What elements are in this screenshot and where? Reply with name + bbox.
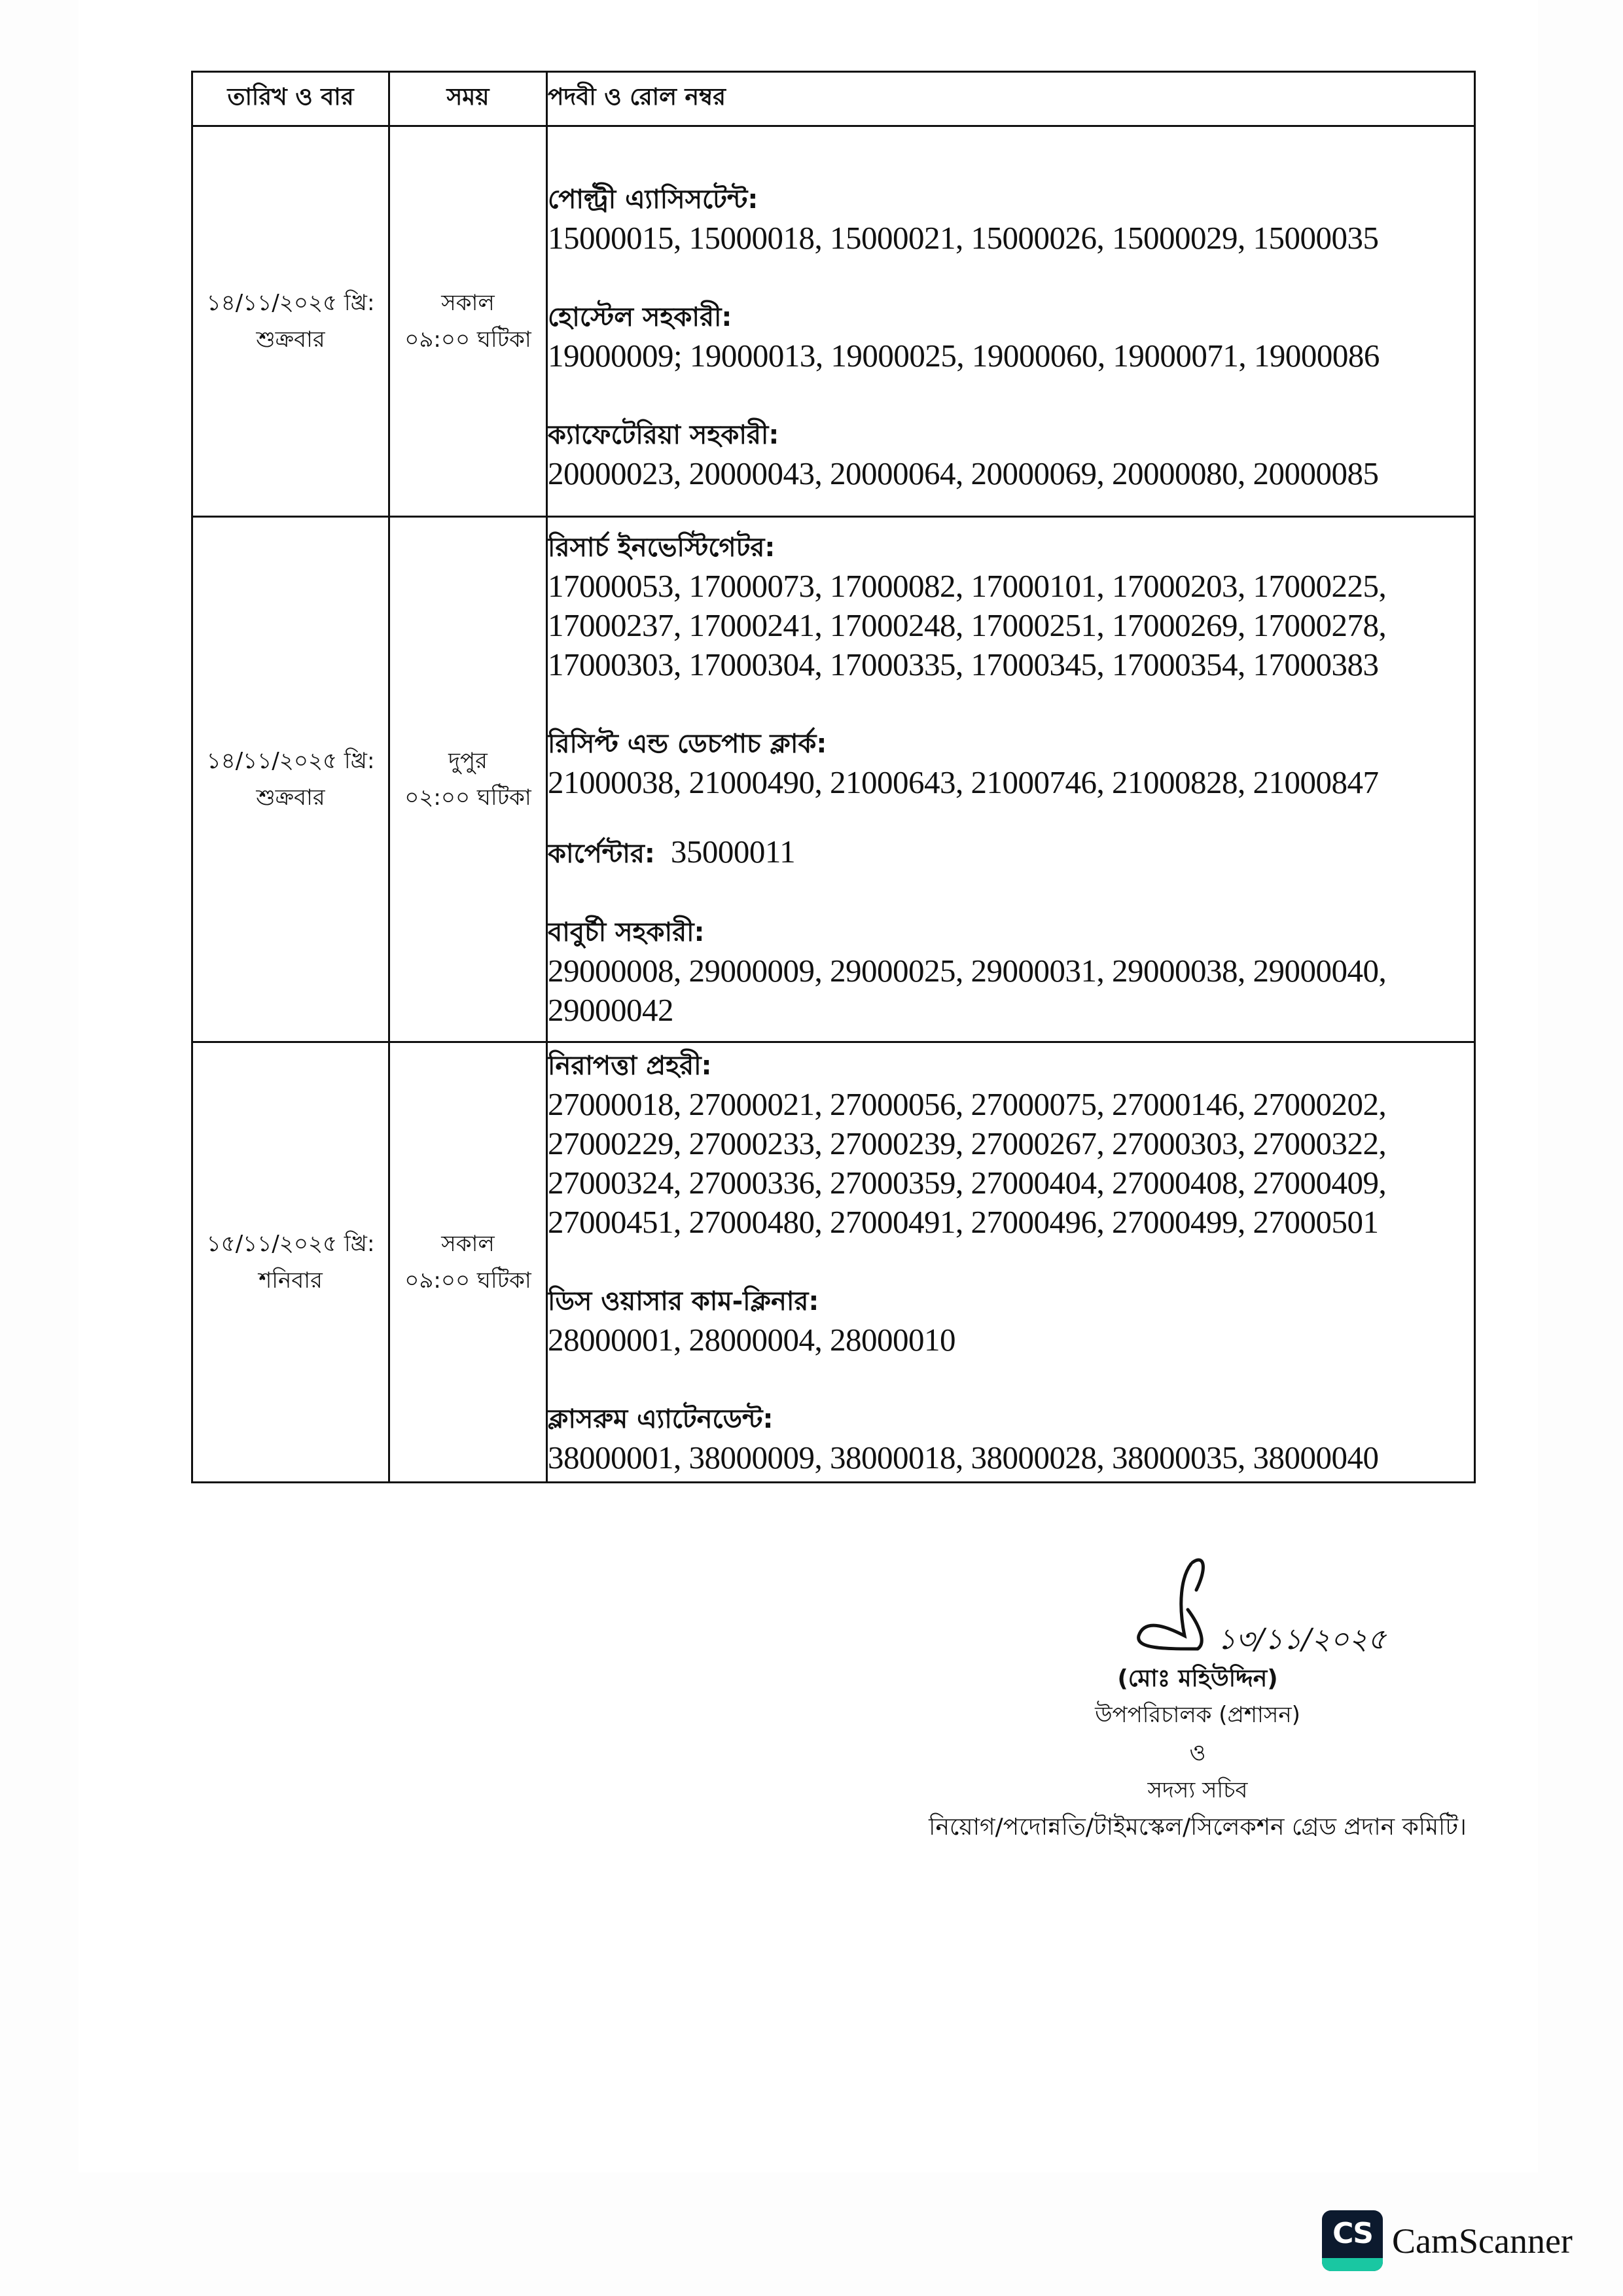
signatory-designation: উপপরিচালক (প্রশাসন) — [1095, 1702, 1300, 1728]
role-block — [548, 298, 1474, 376]
table-row — [192, 1042, 1475, 1483]
day-text: শনিবার — [259, 1267, 323, 1294]
role-block — [548, 913, 1474, 1030]
day-text: শুক্রবার — [256, 785, 325, 811]
period-text: দুপুর — [448, 748, 488, 774]
roll-numbers: 35000011 — [670, 834, 796, 870]
role-block — [548, 1047, 1474, 1242]
roll-numbers-line: 29000008, 29000009, 29000025, 29000031, 29000038, 29000040, — [548, 953, 1387, 989]
roll-numbers-line: 27000018, 27000021, 27000056, 27000075, 27000146, 27000202, — [548, 1086, 1387, 1122]
role-title: নিরাপত্তা প্রহরী: — [548, 1051, 712, 1081]
time-text: ০২:০০ ঘটিকা — [404, 785, 531, 811]
roll-numbers-line: 17000303, 17000304, 17000335, 17000345, 17000354, 17000383 — [548, 646, 1379, 682]
role-title: হোস্টেল সহকারী: — [548, 302, 732, 332]
role-title: পোল্ট্রী এ্যাসিসটেন্ট: — [548, 185, 758, 215]
roles-cell — [547, 517, 1475, 1042]
roll-numbers: 28000001, 28000004, 28000010 — [548, 1322, 955, 1358]
roll-numbers: 20000023, 20000043, 20000064, 20000069, 20000080, 20000085 — [548, 455, 1379, 491]
roll-numbers-line: 17000053, 17000073, 17000082, 17000101, 17000203, 17000225, — [548, 568, 1387, 604]
logo-band — [1322, 2258, 1383, 2271]
roll-numbers: 19000009; 19000013, 19000025, 19000060, 19000071, 19000086 — [548, 338, 1380, 374]
day-text: শুক্রবার — [256, 327, 325, 353]
roll-numbers: 38000001, 38000009, 38000018, 38000028, 38000035, 38000040 — [548, 1439, 1379, 1475]
camscanner-watermark — [1322, 2210, 1573, 2271]
conjunction-text: ও — [1189, 1740, 1206, 1766]
committee-name: নিয়োগ/পদোন্নতি/টাইমস্কেল/সিলেকশন গ্রেড প্রদান কমিটি। — [929, 1814, 1467, 1841]
signatory-role: সদস্য সচিব — [1147, 1777, 1248, 1803]
header-date-day: তারিখ ও বার — [192, 72, 389, 126]
roll-numbers-line: 27000451, 27000480, 27000491, 27000496, 27000499, 27000501 — [548, 1204, 1379, 1240]
time-cell — [389, 1042, 547, 1483]
role-block — [548, 181, 1474, 258]
table-row — [192, 126, 1475, 517]
header-post-roll: পদবী ও রোল নম্বর — [547, 72, 1475, 126]
date-text: ১৪/১১/২০২৫ খ্রি: — [206, 748, 375, 774]
role-title: ডিস ওয়াসার কাম-ক্লিনার: — [548, 1286, 819, 1316]
period-text: সকাল — [441, 290, 495, 316]
camscanner-logo-icon — [1322, 2210, 1383, 2271]
time-cell — [389, 126, 547, 517]
date-text: ১৪/১১/২০২৫ খ্রি: — [206, 290, 375, 316]
date-text: ১৫/১১/২০২৫ খ্রি: — [206, 1231, 375, 1257]
role-title: কার্পেন্টার: — [548, 839, 655, 869]
role-block — [548, 416, 1474, 493]
logo-text: CS — [1332, 2217, 1372, 2250]
roll-numbers-line: 27000229, 27000233, 27000239, 27000267, 27000303, 27000322, — [548, 1125, 1387, 1161]
role-title: ক্যাফেটেরিয়া সহকারী: — [548, 420, 779, 450]
role-block — [548, 725, 1474, 802]
roll-numbers: 15000015, 15000018, 15000021, 15000026, 15000029, 15000035 — [548, 220, 1379, 256]
role-title: ক্লাসরুম এ্যাটেনডেন্ট: — [548, 1404, 774, 1434]
roll-numbers-line: 29000042 — [548, 992, 673, 1028]
role-title: রিসিপ্ট এন্ড ডেচপাচ ক্লার্ক: — [548, 729, 827, 759]
signatory-name: (মোঃ মহিউদ্দিন) — [1117, 1665, 1278, 1692]
time-text: ০৯:০০ ঘটিকা — [404, 327, 531, 353]
roles-cell — [547, 1042, 1475, 1483]
role-title: রিসার্চ ইনভেস্টিগেটর: — [548, 533, 776, 563]
roll-numbers: 21000038, 21000490, 21000643, 21000746, 21000828, 21000847 — [548, 764, 1379, 800]
roll-numbers-line: 27000324, 27000336, 27000359, 27000404, 27000408, 27000409, — [548, 1165, 1387, 1201]
date-cell — [192, 1042, 389, 1483]
role-block — [548, 1400, 1474, 1477]
signature-date: ১৩/১১/২০২৫ — [1217, 1623, 1387, 1656]
header-time: সময় — [389, 72, 547, 126]
roles-cell — [547, 126, 1475, 517]
camscanner-name: CamScanner — [1392, 2221, 1573, 2261]
role-block — [548, 529, 1474, 684]
date-cell — [192, 517, 389, 1042]
period-text: সকাল — [441, 1231, 495, 1257]
table-header-row — [192, 72, 1475, 126]
date-cell — [192, 126, 389, 517]
time-cell — [389, 517, 547, 1042]
role-title: বাবুর্চী সহকারী: — [548, 917, 705, 947]
time-text: ০৯:০০ ঘটিকা — [404, 1267, 531, 1294]
role-block — [548, 832, 1474, 873]
handwritten-signature-icon — [1119, 1551, 1394, 1662]
table-row — [192, 517, 1475, 1042]
role-block — [548, 1282, 1474, 1360]
exam-schedule-table — [191, 71, 1476, 1483]
roll-numbers-line: 17000237, 17000241, 17000248, 17000251, 17000269, 17000278, — [548, 607, 1387, 643]
